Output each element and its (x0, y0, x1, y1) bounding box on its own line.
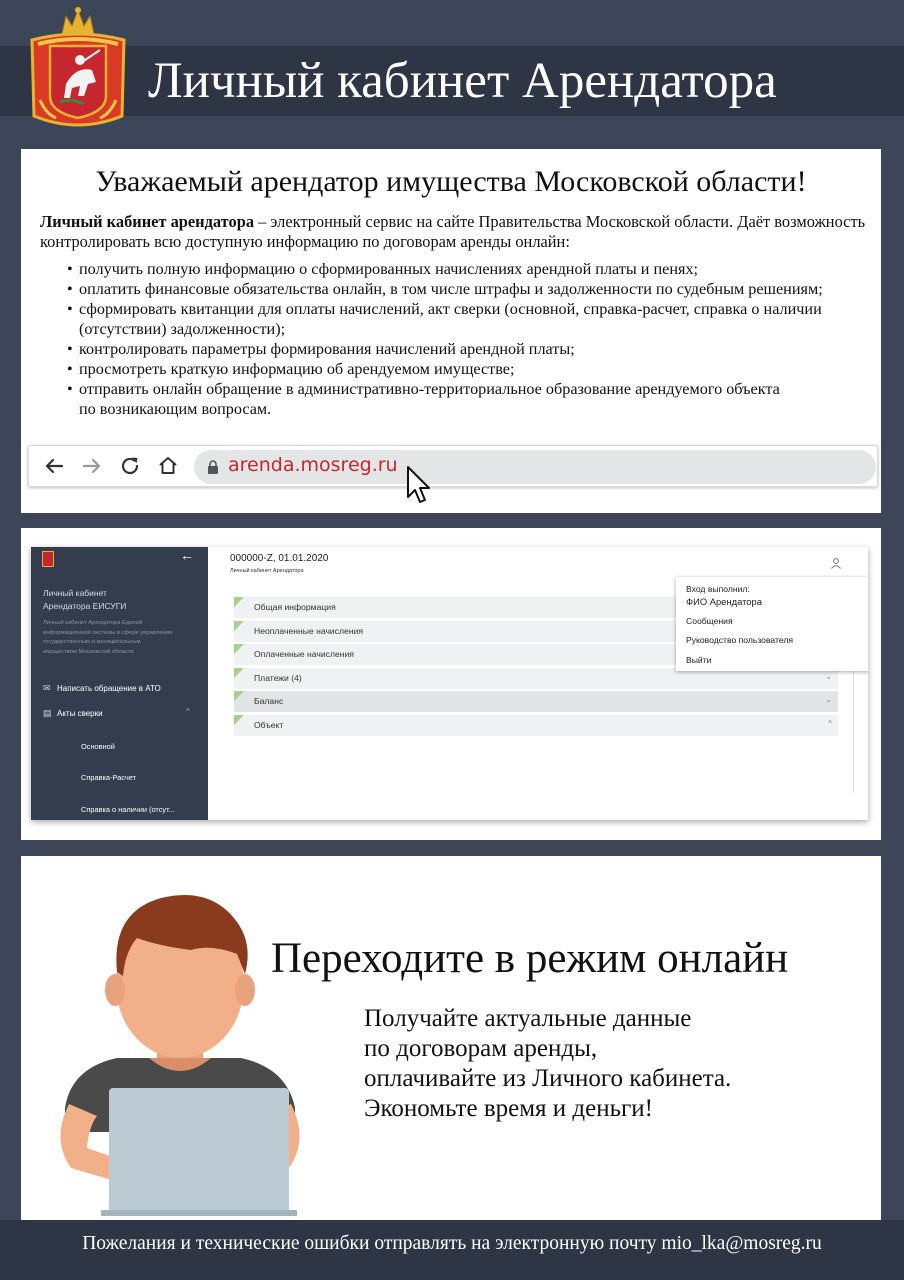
accordion-object[interactable] (234, 715, 838, 736)
sidebar (31, 547, 208, 820)
sidebar-title (43, 587, 126, 613)
envelope-icon: ✉ (43, 683, 51, 693)
sidebar-subitem-debt[interactable]: Справка о наличии (отсут... (81, 805, 175, 814)
promo-line: Получайте актуальные данные (364, 1005, 692, 1032)
browser-bar (28, 445, 878, 487)
chevron-up-icon: ^ (828, 718, 832, 728)
forward-arrow-icon[interactable] (80, 454, 104, 478)
contract-subtitle: Личный кабинет Арендатора (230, 568, 304, 574)
lock-icon (207, 460, 219, 474)
promo-line: оплачивайте из Личного кабинета. (364, 1065, 732, 1092)
list-item: • получить полную информацию о сформированных начислениях арендной платы и пенях; (67, 259, 867, 279)
row-label: Платежи (4) (254, 672, 302, 683)
intro-text: – электронный сервис на сайте Правительства Московской области. Даёт возможность контролировать всю доступную информацию по договорам аренды онлайн: (40, 212, 866, 251)
row-label: Неоплаченные начисления (254, 625, 364, 636)
feature-list (67, 259, 867, 419)
chevron-down-icon: ⌄ (825, 671, 832, 681)
contract-code: 000000-Z, 01.01.2020 (230, 553, 329, 564)
row-label: Общая информация (254, 602, 336, 612)
user-icon[interactable] (830, 557, 842, 569)
mouse-pointer-icon (404, 465, 432, 505)
url-text: arenda.mosreg.ru (228, 454, 398, 476)
sidebar-title-line2: Арендатора ЕИСУГИ (43, 601, 127, 611)
chevron-down-icon: ⌄ (825, 695, 832, 705)
moscow-oblast-coat-of-arms-icon (26, 4, 130, 132)
menu-item-guide[interactable]: Руководство пользователя (686, 635, 794, 645)
row-label: Баланс (254, 696, 284, 707)
menu-item-messages[interactable]: Сообщения (686, 616, 733, 626)
address-bar[interactable] (194, 450, 876, 484)
user-name: ФИО Арендатора (686, 596, 762, 607)
logged-in-label: Вход выполнил: (686, 584, 750, 594)
promo-heading: Переходите в режим онлайн (271, 935, 789, 982)
list-item: • контролировать параметры формирования начислений арендной платы; (67, 339, 867, 359)
info-intro (40, 212, 870, 252)
app-window (31, 547, 868, 820)
app-preview-panel (21, 528, 881, 840)
sidebar-subitem-main[interactable]: Основной (81, 742, 115, 751)
menu-item-logout[interactable]: Выйти (686, 655, 712, 665)
promo-line: по договорам аренды, (364, 1035, 598, 1062)
sidebar-item-label: Написать обращение в АТО (57, 684, 161, 693)
sidebar-item-write[interactable] (43, 683, 161, 694)
page-title: Личный кабинет Арендатора (148, 53, 777, 109)
reload-icon[interactable] (118, 454, 142, 478)
sidebar-description: Личный кабинет Арендатора Единой информационной системы в сфере управления государственным и муниципальным имуществом Московской области (43, 620, 172, 655)
list-item: • оплатить финансовые обязательства онлайн, в том числе штрафы и задолженности по судебным решениям; (67, 279, 867, 299)
promo-line: Экономьте время и деньги! (364, 1095, 653, 1122)
sidebar-subitem-calc[interactable]: Справка-Расчет (81, 773, 136, 782)
sidebar-item-acts[interactable] (43, 708, 103, 719)
document-icon: ▤ (43, 708, 52, 718)
user-dropdown-menu (676, 577, 868, 671)
sidebar-title-line1: Личный кабинет (43, 588, 107, 598)
intro-bold: Личный кабинет арендатора (40, 212, 255, 231)
info-panel (21, 149, 881, 513)
list-item: • отправить онлайн обращение в административно-территориальное образование арендуемого объекта по возникающим вопросам. (67, 379, 797, 419)
app-logo-icon (42, 551, 54, 567)
row-label: Объект (254, 719, 284, 730)
accordion-balance[interactable] (234, 691, 838, 712)
row-label: Оплаченные начисления (254, 649, 354, 660)
chevron-up-icon: ^ (186, 707, 190, 716)
info-heading: Уважаемый арендатор имущества Московской области! (95, 165, 807, 198)
back-arrow-icon[interactable] (42, 454, 66, 478)
collapse-arrow-icon[interactable]: ← (180, 547, 194, 563)
person-with-laptop-illustration (41, 872, 321, 1220)
list-item: • просмотреть краткую информацию об арендуемом имуществе; (67, 359, 867, 379)
sidebar-item-label: Акты сверки (57, 709, 103, 718)
main-content (208, 547, 868, 820)
home-icon[interactable] (156, 454, 180, 478)
list-item: • сформировать квитанции для оплаты начислений, акт сверки (основной, справка-расчет, справка о наличии (отсутствии) задолженности); (67, 299, 867, 339)
promo-text (364, 1004, 844, 1124)
promo-panel (21, 856, 881, 1220)
footer-contact-text: Пожелания и технические ошибки отправлять на электронную почту mio_lka@mosreg.ru (82, 1233, 822, 1254)
